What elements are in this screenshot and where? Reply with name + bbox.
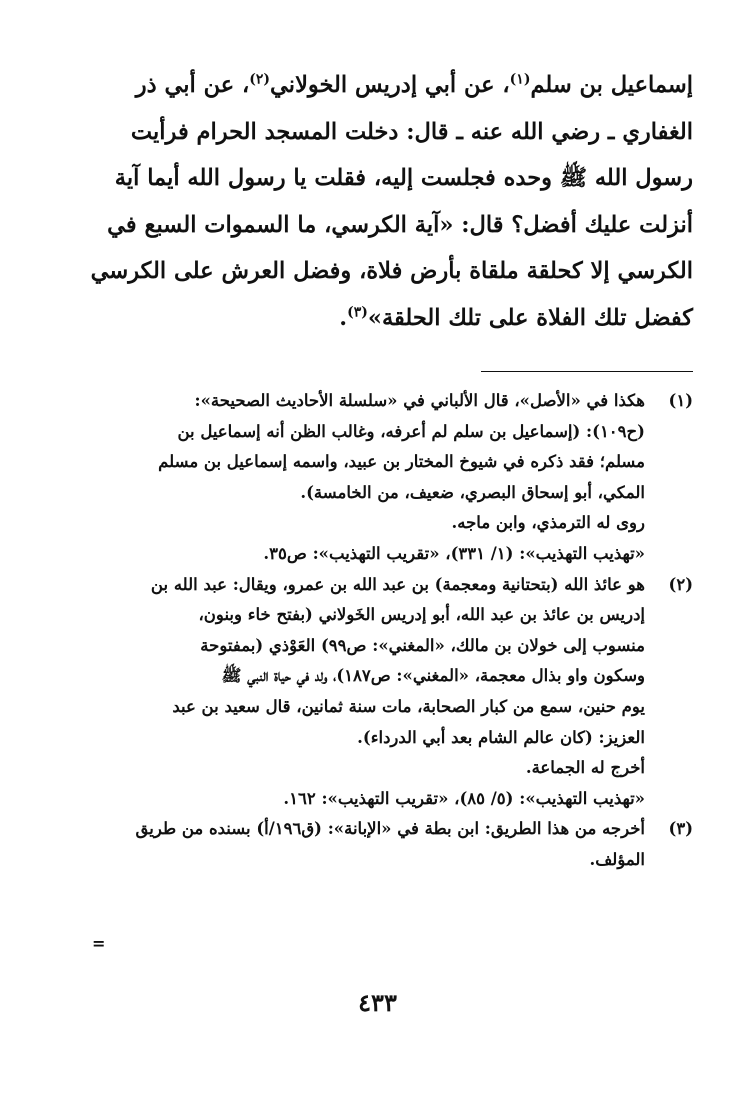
footnote-3 — [53, 814, 693, 875]
continuation-mark: = — [92, 934, 106, 953]
main-line-1-part-3: ، عن أبي ذر — [135, 72, 250, 98]
footnote-ref-3[interactable]: (٣) — [347, 304, 368, 320]
main-line-4: أنزلت عليك أفضل؟ قال: «آية الكرسي، ما السموات السبع في — [107, 211, 693, 238]
footnote-line: مسلم؛ فقد ذكره في شيوخ المختار بن عبيد، واسمه إسماعيل بن مسلم — [158, 452, 645, 472]
footnote-line: هو عائذ الله (بتحتانية ومعجمة) بن عبد الله بن عمرو، ويقال: عبد الله بن — [150, 574, 645, 594]
footnote-2 — [53, 570, 693, 815]
main-line-6-part-1: كفضل تلك الفلاة على تلك الحلقة» — [367, 304, 693, 331]
footnote-number: (٣) — [668, 819, 693, 839]
footnote-line: «تهذيب التهذيب»: (١/ ٣٣١)، «تقريب التهذيب»: ص٣٥. — [263, 543, 645, 563]
footnote-line: إدريس بن عائذ بن عبد الله، أبو إدريس الخَولاني (بفتح خاء وبنون، — [198, 605, 645, 625]
footnote-line: أخرج له الجماعة. — [525, 758, 645, 778]
page-number: ٤٣٣ — [358, 988, 397, 1017]
footnote-line: المكي، أبو إسحاق البصري، ضعيف، من الخامسة). — [300, 482, 645, 502]
footnote-number: (١) — [668, 391, 693, 410]
footnote-line: منسوب إلى خولان بن مالك، «المغني»: ص٩٩) العَوْذي (بمفتوحة — [200, 635, 645, 655]
main-line-1-part-1: إسماعيل بن سلم — [530, 72, 693, 98]
main-line-2: الغفاري ـ رضي الله عنه ـ قال: دخلت المسجد الحرام فرأيت — [130, 118, 693, 145]
footnote-number: (٢) — [668, 574, 693, 594]
footnote-line: أخرجه من هذا الطريق: ابن بطة في «الإبانة»: (ق١٩٦/أ) بسنده من طريق — [135, 819, 645, 839]
footnote-ref-1[interactable]: (١) — [509, 71, 531, 88]
footnote-line: (ح١٠٩): (إسماعيل بن سلم لم أعرفه، وغالب الظن أنه إسماعيل بن — [177, 421, 645, 441]
footnote-line: المؤلف. — [589, 849, 645, 869]
footnote-ref-2[interactable]: (٢) — [249, 71, 271, 88]
main-line-3: رسول الله ﷺ وحده فجلست إليه، فقلت يا رسول الله أيما آية — [114, 165, 693, 191]
main-line-5: الكرسي إلا كحلقة ملقاة بأرض فلاة، وفضل العرش على الكرسي — [90, 258, 693, 284]
main-line-6-part-2: . — [339, 304, 348, 331]
footnote-line: يوم حنين، سمع من كبار الصحابة، مات سنة ثمانين، قال سعيد بن عبد — [172, 696, 645, 716]
main-line-1-part-2: ، عن أبي إدريس الخولاني — [270, 72, 510, 98]
main-body-text — [73, 62, 693, 341]
footnote-divider — [481, 371, 693, 372]
footnote-line: هكذا في «الأصل»، قال الألباني في «سلسلة الأحاديث الصحيحة»: — [194, 391, 645, 410]
footnote-line: العزيز: (كان عالم الشام بعد أبي الدرداء). — [357, 727, 645, 747]
footnote-line: روى له الترمذي، وابن ماجه. — [451, 513, 645, 533]
footnote-1 — [53, 386, 693, 570]
main-line-1 — [73, 62, 693, 109]
footnote-line: «تهذيب التهذيب»: (٥/ ٨٥)، «تقريب التهذيب»: ١٦٢. — [283, 788, 645, 808]
footnote-line: وسكون واو بذال معجمة، «المغني»: ص١٨٧)، ولد في حياة النبي ﷺ — [221, 666, 645, 686]
main-line-6 — [73, 295, 693, 342]
footnotes-section — [53, 386, 693, 876]
